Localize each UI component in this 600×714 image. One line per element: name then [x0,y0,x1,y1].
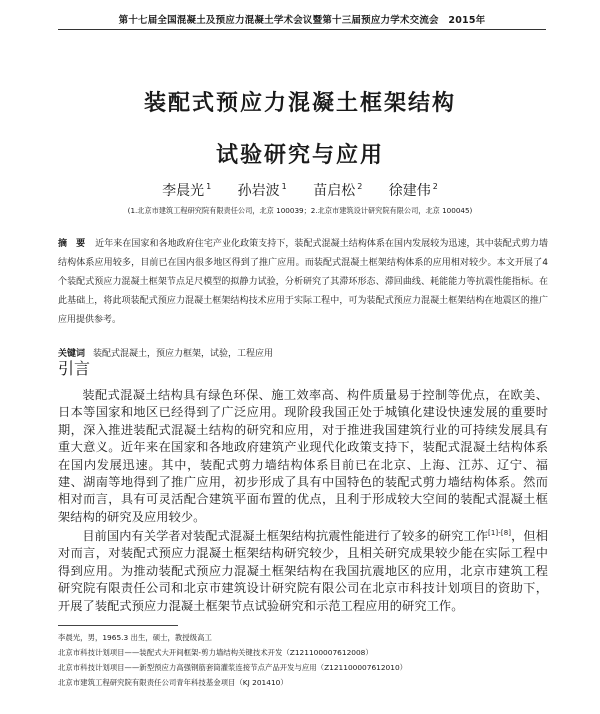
abstract-text: 近年来在国家和各地政府住宅产业化政策支持下，装配式混凝土结构体系在国内发展较为迅速，其中装配式剪力墙结构体系应用较多，目前已在国内很多地区得到了推广应用。而装配式混凝土框架结构体系的应用相对较少。本文开展了4个装配式预应力混凝土框架节点足尺模型的拟静力试验，分析研究了其滞环形态、滞回曲线、耗能能力等抗震性能指标。在此基础上，将此项装配式预应力混凝土框架结构技术应用于实际工程中，可为装配式预应力混凝土框架结构在地震区的推广应用提供参考。 [58,239,548,325]
title-line-2: 试验研究与应用 [215,142,384,168]
body-paragraph-2 [58,525,548,615]
footnote-rule [58,625,178,626]
footnote: 北京市科技计划项目——新型预应力高强钢筋套筒灌浆连接节点产品开发与应用（Z121100007612010） [58,663,408,672]
keywords-label: 关键词 [58,349,86,359]
author [162,183,211,199]
author-name: 苗启松 [313,183,356,199]
citation-reference: [1]-[8] [488,529,512,537]
footnote: 北京市科技计划项目——装配式大开间框架-剪力墙结构关键技术开发（Z121100007612008） [58,648,373,657]
author-name: 孙岩波 [237,183,280,199]
author-affil-mark: 1 [206,182,212,191]
abstract [58,235,548,330]
paragraph-text: 目前国内有关学者对装配式混凝土框架结构抗震性能进行了较多的研究工作 [82,529,489,543]
author-affil-mark: 2 [432,182,438,191]
author-affil-mark: 2 [357,182,363,191]
author-list [0,180,600,200]
keywords [58,346,548,359]
footnotes [58,630,548,690]
keywords-text: 装配式混凝土，预应力框架，试验，工程应用 [93,349,274,359]
title-line-1: 装配式预应力混凝土框架结构 [143,90,456,116]
author-name: 李晨光 [162,183,205,199]
author [389,183,438,199]
header-rule [58,29,546,30]
affiliations: (1.北京市建筑工程研究院有限责任公司，北京 100039；2.北京市建筑设计研究院有限公司，北京 100045) [127,206,473,215]
footnote: 北京市建筑工程研究院有限责任公司青年科技基金项目（KJ 201410） [58,678,288,687]
footnote: 李晨光，男，1965.3 出生，硕士，教授级高工 [58,633,212,642]
abstract-label: 摘 要 [58,239,86,249]
paragraph-text: ，但相对而言，对装配式预应力混凝土框架结构研究较少，且相关研究成果较少能在实际工程中得到应用。为推动装配式预应力混凝土框架结构在我国抗震地区的应用，北京市建筑工程研究院有限责任公司和北京市建筑设计研究院有限公司在北京市科技计划项目的资助下，开展了装配式预应力混凝土框架节点试验研究和示范工程应用的研究工作。 [58,529,548,613]
author [238,183,287,199]
running-header: 第十七届全国混凝土及预应力混凝土学术会议暨第十三届预应力学术交流会 2015年 [118,15,486,26]
author-name: 徐建伟 [388,183,431,199]
author [313,183,362,199]
section-heading-introduction: 引言 [58,359,91,378]
author-affil-mark: 1 [281,182,287,191]
body-paragraph-1: 装配式混凝土结构具有绿色环保、施工效率高、构件质量易于控制等优点，在欧美、日本等国家和地区已经得到了广泛应用。现阶段我国正处于城镇化建设快速发展的重要时期，深入推进装配式混凝土结构的研究和应用，对于推进我国建筑行业的可持续发展具有重大意义。近年来在国家和各地政府建筑产业现代化政策支持下，装配式混凝土结构体系在国内发展迅速。其中，装配式剪力墙结构体系目前已在北京、上海、江苏、辽宁、福建、湖南等地得到了推广应用，初步形成了具有中国特色的装配式剪力墙结构体系。然而相对而言，具有可灵活配合建筑平面布置的优点，且利于形成较大空间的装配式混凝土框架结构的研究及应用较少。 [58,388,548,524]
